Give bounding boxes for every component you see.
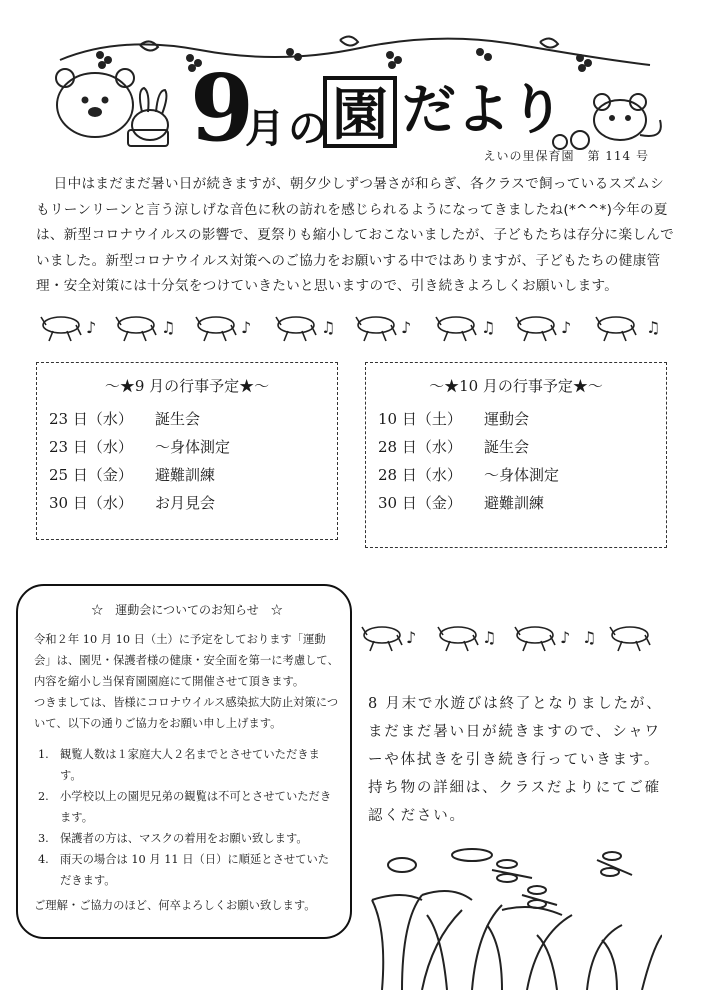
dragonfly-icon — [522, 886, 557, 908]
svg-text:♪: ♪ — [406, 628, 417, 647]
dragonfly-icon — [597, 852, 632, 876]
cricket-border-decoration — [360, 615, 660, 653]
mouse-character-icon — [553, 94, 661, 149]
notice-paragraph: 令和２年 10 月 10 日（土）に予定をしております「運動会」は、園児・保護者様の健康・安全面を第一に考慮して、内容を縮小し当保育園園庭にて開催させて頂きます。 — [34, 633, 339, 688]
svg-text:♪: ♪ — [560, 628, 571, 647]
schedule-row: 23 日（水） 誕生会 — [49, 409, 201, 428]
schedule-row: 23 日（水） ～身体測定 — [49, 437, 231, 456]
svg-text:♪: ♪ — [241, 318, 252, 337]
grape-vine-decoration — [60, 36, 650, 72]
notice-closing: ご理解・ご協力のほど、何卒よろしくお願い致します。 — [34, 899, 316, 912]
svg-text:♪: ♪ — [401, 318, 412, 337]
list-item: 4. 雨天の場合は 10 月 11 日（日）に順延とさせていただきます。 — [38, 853, 330, 887]
schedule-row: 10 日（土） 運動会 — [378, 409, 530, 428]
svg-text:♫: ♫ — [646, 318, 661, 337]
svg-text:♫: ♫ — [161, 318, 176, 337]
schedule-row: 30 日（水） お月見会 — [49, 493, 216, 512]
schedule-row: 28 日（水） ～身体測定 — [378, 465, 560, 484]
header-illustration — [40, 30, 670, 160]
notice-paragraph: つきましては、皆様にコロナウイルス感染拡大防止対策について、以下の通りご協力をお願い申し上げます。 — [34, 696, 339, 730]
bear-character-icon — [56, 69, 134, 137]
svg-text:♫: ♫ — [482, 628, 497, 647]
grass-dragonfly-illustration — [362, 840, 662, 990]
intro-paragraph: 日中はまだまだ暑い日が続きますが、朝夕少しずつ暑さが和らぎ、各クラスで飼っているスズムシもリーンリーンと言う涼しげな音色に秋の訪れを感じられるようになってきましたね(*^^*)今年の夏は、新型コロナウイルスの影響で、夏祭りも縮小しておこないましたが、子どもたちは存分に楽しんでいました。新型コロナウイルス対策へのご協力をお願いする中ではありますが、子どもたちの健康管理・安全対策には十分気をつけていきたいと思いますので、引き続きよろしくお願いします。 — [36, 176, 675, 294]
svg-text:♫: ♫ — [321, 318, 336, 337]
water-play-note: 8 月末で水遊びは終了となりましたが、まだまだ暑い日が続きますので、シャワーや体拭きを引き続き行っていきます。持ち物の詳細は、クラスだよりにてご確認ください。 — [368, 696, 663, 824]
svg-text:月: 月 — [245, 105, 285, 152]
october-schedule-box — [365, 362, 667, 548]
list-item: 1. 観覧人数は１家庭大人２名までとさせていただきます。 — [38, 748, 320, 782]
svg-text:♪: ♪ — [86, 318, 97, 337]
svg-text:園: 園 — [332, 82, 388, 148]
svg-text:♫: ♫ — [481, 318, 496, 337]
september-schedule-box — [36, 362, 338, 540]
notice-list — [34, 744, 340, 891]
october-schedule-title: ～★10 月の行事予定★～ — [429, 377, 603, 395]
notice-title: ☆ 運動会についてのお知らせ ☆ — [91, 603, 283, 617]
september-schedule-title: ～★9 月の行事予定★～ — [104, 377, 270, 395]
schedule-row: 25 日（金） 避難訓練 — [49, 465, 216, 484]
page-title — [190, 54, 564, 160]
dragonfly-icon — [492, 860, 532, 882]
rabbit-character-icon — [128, 88, 168, 146]
svg-text:♪: ♪ — [561, 318, 572, 337]
sports-day-notice-box — [16, 584, 352, 939]
list-item: 3. 保護者の方は、マスクの着用をお願い致します。 — [38, 832, 308, 845]
issue-number: えいの里保育園 第 114 号 — [483, 149, 649, 163]
svg-text:♫: ♫ — [582, 628, 597, 647]
svg-text:だより: だより — [402, 77, 564, 141]
svg-text:の: の — [288, 105, 328, 152]
schedule-row: 30 日（金） 避難訓練 — [378, 493, 545, 512]
cricket-border-decoration — [36, 305, 676, 343]
svg-text:9: 9 — [190, 54, 255, 160]
list-item: 2. 小学校以上の園児兄弟の観覧は不可とさせていただきます。 — [38, 790, 332, 824]
schedule-row: 28 日（水） 誕生会 — [378, 437, 530, 456]
